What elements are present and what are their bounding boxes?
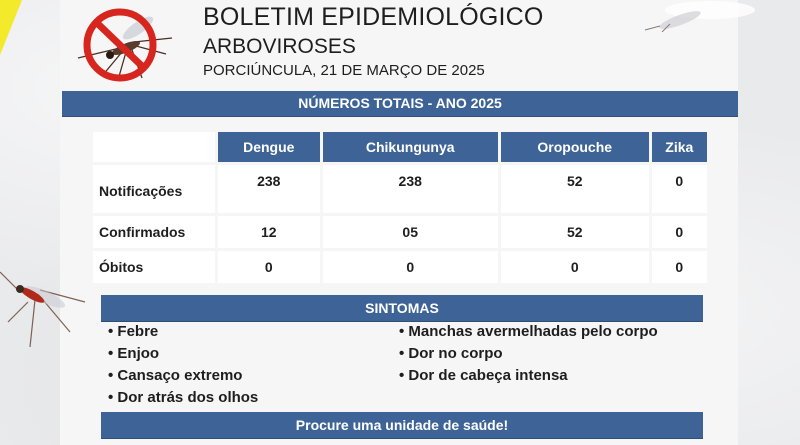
table-header-row <box>93 132 707 162</box>
mosquito-icon <box>0 262 90 352</box>
column-header-chikungunya: Chikungunya <box>323 132 498 162</box>
table-cell: 238 <box>218 165 320 213</box>
symptoms-list-right <box>399 321 658 387</box>
totals-band: NÚMEROS TOTAIS - ANO 2025 <box>62 91 738 116</box>
table-cell: 05 <box>323 216 498 248</box>
footer-band: Procure uma unidade de saúde! <box>101 412 703 438</box>
symptoms-list-left <box>108 321 258 409</box>
list-item: • Enjoo <box>108 345 160 362</box>
symptoms-band: SINTOMAS <box>101 295 703 321</box>
column-header-oropouche: Oropouche <box>501 132 649 162</box>
table-row <box>93 216 707 248</box>
row-label-confirmados: Confirmados <box>93 216 215 248</box>
mosquito-icon <box>640 0 770 32</box>
table-cell: 0 <box>652 251 707 283</box>
list-item: • Manchas avermelhadas pelo corpo <box>399 323 658 340</box>
no-mosquito-icon <box>74 4 174 86</box>
row-label-obitos: Óbitos <box>93 251 215 283</box>
column-header-zika: Zika <box>652 132 707 162</box>
table-cell: 12 <box>218 216 320 248</box>
table-row <box>93 165 707 213</box>
list-item: • Cansaço extremo <box>108 367 243 384</box>
table-cell: 52 <box>501 216 649 248</box>
list-item: • Dor de cabeça intensa <box>399 367 568 384</box>
list-item: • Dor no corpo <box>399 345 503 362</box>
table-cell: 0 <box>652 216 707 248</box>
list-item: • Dor atrás dos olhos <box>108 389 259 406</box>
table-cell: 0 <box>652 165 707 213</box>
cases-table <box>90 129 710 286</box>
table-cell: 0 <box>501 251 649 283</box>
table-row <box>93 251 707 283</box>
table-cell: 52 <box>501 165 649 213</box>
column-header-dengue: Dengue <box>218 132 320 162</box>
table-corner-cell <box>93 132 215 162</box>
table-cell: 238 <box>323 165 498 213</box>
table-cell: 0 <box>218 251 320 283</box>
table-cell: 0 <box>323 251 498 283</box>
yellow-corner-decoration <box>0 0 22 55</box>
page-title: BOLETIM EPIDEMIOLÓGICO <box>203 3 544 31</box>
row-label-notificacoes: Notificações <box>93 165 215 213</box>
page-subtitle: ARBOVIROSES <box>203 35 356 58</box>
list-item: • Febre <box>108 323 159 340</box>
place-date: PORCIÚNCULA, 21 DE MARÇO DE 2025 <box>203 62 485 79</box>
